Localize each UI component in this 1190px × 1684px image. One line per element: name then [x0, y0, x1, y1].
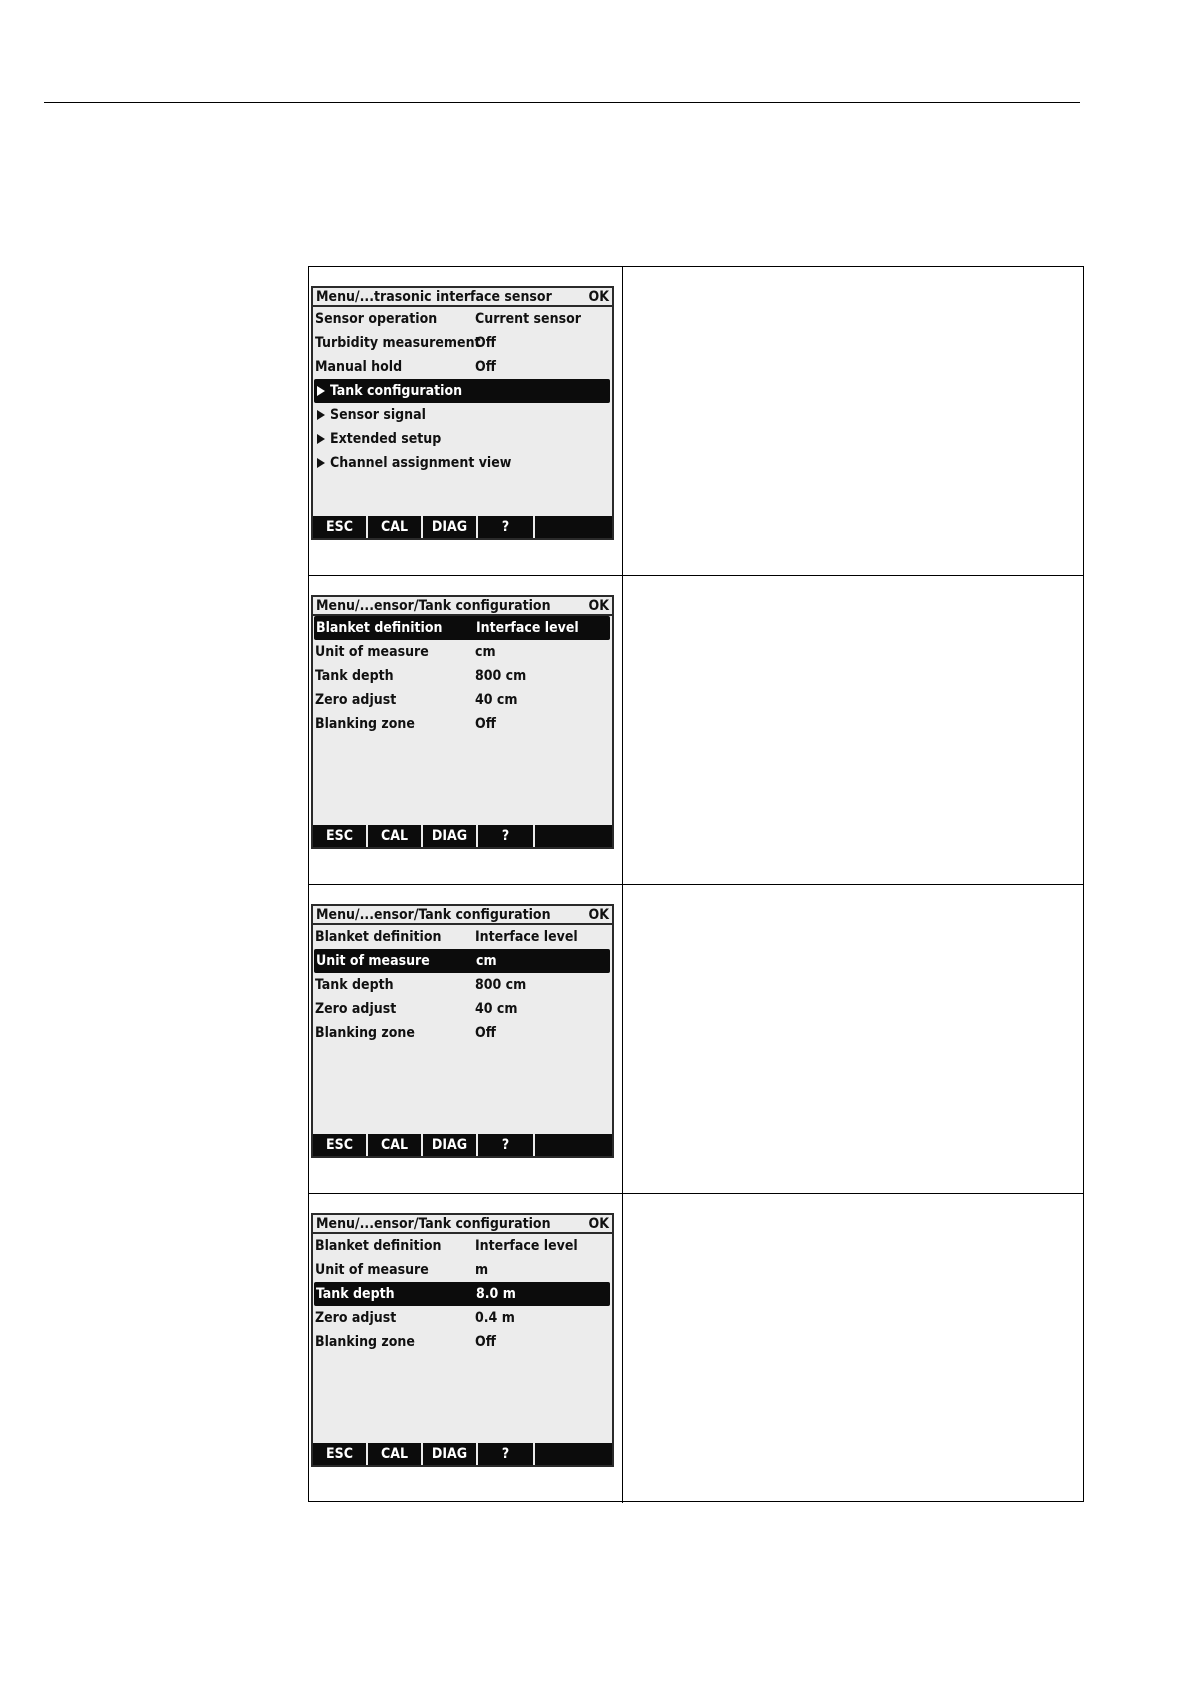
cal-softkey[interactable]: CAL: [368, 1443, 423, 1465]
diag-softkey[interactable]: DIAG: [423, 1443, 478, 1465]
menu-row-value: 8.0 m: [476, 1286, 516, 1302]
help-softkey[interactable]: ?: [478, 1443, 535, 1465]
esc-softkey[interactable]: ESC: [313, 1134, 368, 1156]
menu-row-label: Manual hold: [315, 359, 403, 375]
device-display: [311, 904, 614, 1158]
menu-row-value: Off: [475, 335, 496, 351]
submenu-arrow-icon: [317, 434, 325, 444]
diag-softkey[interactable]: DIAG: [423, 825, 478, 847]
blank-softkey[interactable]: [535, 516, 612, 538]
diag-softkey[interactable]: DIAG: [423, 1134, 478, 1156]
menu-row-blanking-zone[interactable]: [313, 712, 609, 736]
menu-row-label: Zero adjust: [315, 1310, 397, 1326]
device-display: [311, 286, 614, 540]
esc-softkey[interactable]: ESC: [313, 825, 368, 847]
menu-row-label: Zero adjust: [315, 1001, 397, 1017]
menu-row-value: cm: [475, 644, 496, 660]
menu-row-value: cm: [476, 953, 497, 969]
submenu-label: Sensor signal: [330, 407, 426, 423]
menu-path: Menu/...ensor/Tank configuration: [316, 1216, 551, 1232]
menu-row-blanking-zone[interactable]: [313, 1021, 609, 1045]
ok-label[interactable]: OK: [588, 1216, 609, 1232]
menu-row-value: 800 cm: [475, 668, 527, 684]
menu-row-value: Current sensor: [475, 311, 581, 327]
display-header: [313, 906, 612, 925]
submenu-tank-configuration[interactable]: [314, 379, 610, 403]
display-header: [313, 288, 612, 307]
softkey-bar: [313, 825, 612, 847]
softkey-bar: [313, 1443, 612, 1465]
ok-label[interactable]: OK: [588, 289, 609, 305]
cal-softkey[interactable]: CAL: [368, 825, 423, 847]
submenu-label: Tank configuration: [330, 383, 463, 399]
step-description-cell: [623, 576, 1083, 884]
step-row: [309, 576, 1083, 885]
menu-row-zero-adjust[interactable]: [313, 1306, 609, 1330]
menu-row-turbidity-measurement[interactable]: [313, 331, 609, 355]
menu-row-value: Interface level: [476, 620, 579, 636]
menu-row-tank-depth[interactable]: [313, 973, 609, 997]
step-description-cell: [623, 1194, 1083, 1503]
help-softkey[interactable]: ?: [478, 516, 535, 538]
menu-path: Menu/...trasonic interface sensor: [316, 289, 552, 305]
menu-row-unit-of-measure[interactable]: [313, 1258, 609, 1282]
blank-softkey[interactable]: [535, 1134, 612, 1156]
display-header: [313, 1215, 612, 1234]
menu-row-value: Off: [475, 359, 496, 375]
submenu-arrow-icon: [317, 386, 325, 396]
menu-row-value: 40 cm: [475, 1001, 518, 1017]
menu-row-value: Interface level: [475, 929, 578, 945]
blank-softkey[interactable]: [535, 825, 612, 847]
submenu-sensor-signal[interactable]: [314, 403, 610, 427]
menu-row-value: Interface level: [475, 1238, 578, 1254]
submenu-channel-assignment-view[interactable]: [314, 451, 610, 475]
menu-row-unit-of-measure[interactable]: [313, 640, 609, 664]
menu-row-label: Blanket definition: [315, 929, 442, 945]
menu-row-unit-of-measure[interactable]: [314, 949, 610, 973]
submenu-label: Extended setup: [330, 431, 442, 447]
menu-row-value: Off: [475, 1334, 496, 1350]
menu-row-blanket-definition[interactable]: [313, 925, 609, 949]
help-softkey[interactable]: ?: [478, 825, 535, 847]
help-softkey[interactable]: ?: [478, 1134, 535, 1156]
menu-row-zero-adjust[interactable]: [313, 688, 609, 712]
menu-row-manual-hold[interactable]: [313, 355, 609, 379]
menu-row-label: Turbidity measurement: [315, 335, 481, 351]
menu-row-value: m: [475, 1262, 489, 1278]
menu-row-label: Sensor operation: [315, 311, 438, 327]
menu-row-label: Blanking zone: [315, 716, 415, 732]
menu-row-value: Off: [475, 716, 496, 732]
menu-row-zero-adjust[interactable]: [313, 997, 609, 1021]
cal-softkey[interactable]: CAL: [368, 1134, 423, 1156]
device-display: [311, 1213, 614, 1467]
step-description-cell: [623, 885, 1083, 1193]
menu-row-label: Unit of measure: [315, 1262, 429, 1278]
menu-row-sensor-operation[interactable]: [313, 307, 609, 331]
menu-row-label: Tank depth: [315, 668, 394, 684]
step-row: [309, 885, 1083, 1194]
step-description-cell: [623, 267, 1083, 575]
menu-row-value: 40 cm: [475, 692, 518, 708]
menu-row-value: 0.4 m: [475, 1310, 515, 1326]
menu-row-value: Off: [475, 1025, 496, 1041]
menu-row-label: Blanking zone: [315, 1334, 415, 1350]
menu-row-label: Blanket definition: [315, 1238, 442, 1254]
menu-row-blanket-definition[interactable]: [314, 616, 610, 640]
softkey-bar: [313, 1134, 612, 1156]
softkey-bar: [313, 516, 612, 538]
submenu-extended-setup[interactable]: [314, 427, 610, 451]
display-header: [313, 597, 612, 616]
menu-row-value: 800 cm: [475, 977, 527, 993]
header-rule: [44, 102, 1080, 103]
menu-row-tank-depth[interactable]: [314, 1282, 610, 1306]
diag-softkey[interactable]: DIAG: [423, 516, 478, 538]
cal-softkey[interactable]: CAL: [368, 516, 423, 538]
esc-softkey[interactable]: ESC: [313, 516, 368, 538]
submenu-label: Channel assignment view: [330, 455, 512, 471]
steps-table: [308, 266, 1084, 1502]
menu-path: Menu/...ensor/Tank configuration: [316, 907, 551, 923]
menu-row-label: Unit of measure: [315, 644, 429, 660]
ok-label[interactable]: OK: [588, 907, 609, 923]
menu-row-label: Blanket definition: [316, 620, 443, 636]
esc-softkey[interactable]: ESC: [313, 1443, 368, 1465]
menu-row-blanking-zone[interactable]: [313, 1330, 609, 1354]
menu-row-blanket-definition[interactable]: [313, 1234, 609, 1258]
blank-softkey[interactable]: [535, 1443, 612, 1465]
submenu-arrow-icon: [317, 458, 325, 468]
menu-path: Menu/...ensor/Tank configuration: [316, 598, 551, 614]
menu-row-label: Tank depth: [316, 1286, 395, 1302]
ok-label[interactable]: OK: [588, 598, 609, 614]
step-row: [309, 1194, 1083, 1503]
menu-row-label: Zero adjust: [315, 692, 397, 708]
menu-row-label: Unit of measure: [316, 953, 430, 969]
menu-row-tank-depth[interactable]: [313, 664, 609, 688]
menu-row-label: Tank depth: [315, 977, 394, 993]
submenu-arrow-icon: [317, 410, 325, 420]
device-display: [311, 595, 614, 849]
menu-row-label: Blanking zone: [315, 1025, 415, 1041]
step-row: [309, 267, 1083, 576]
